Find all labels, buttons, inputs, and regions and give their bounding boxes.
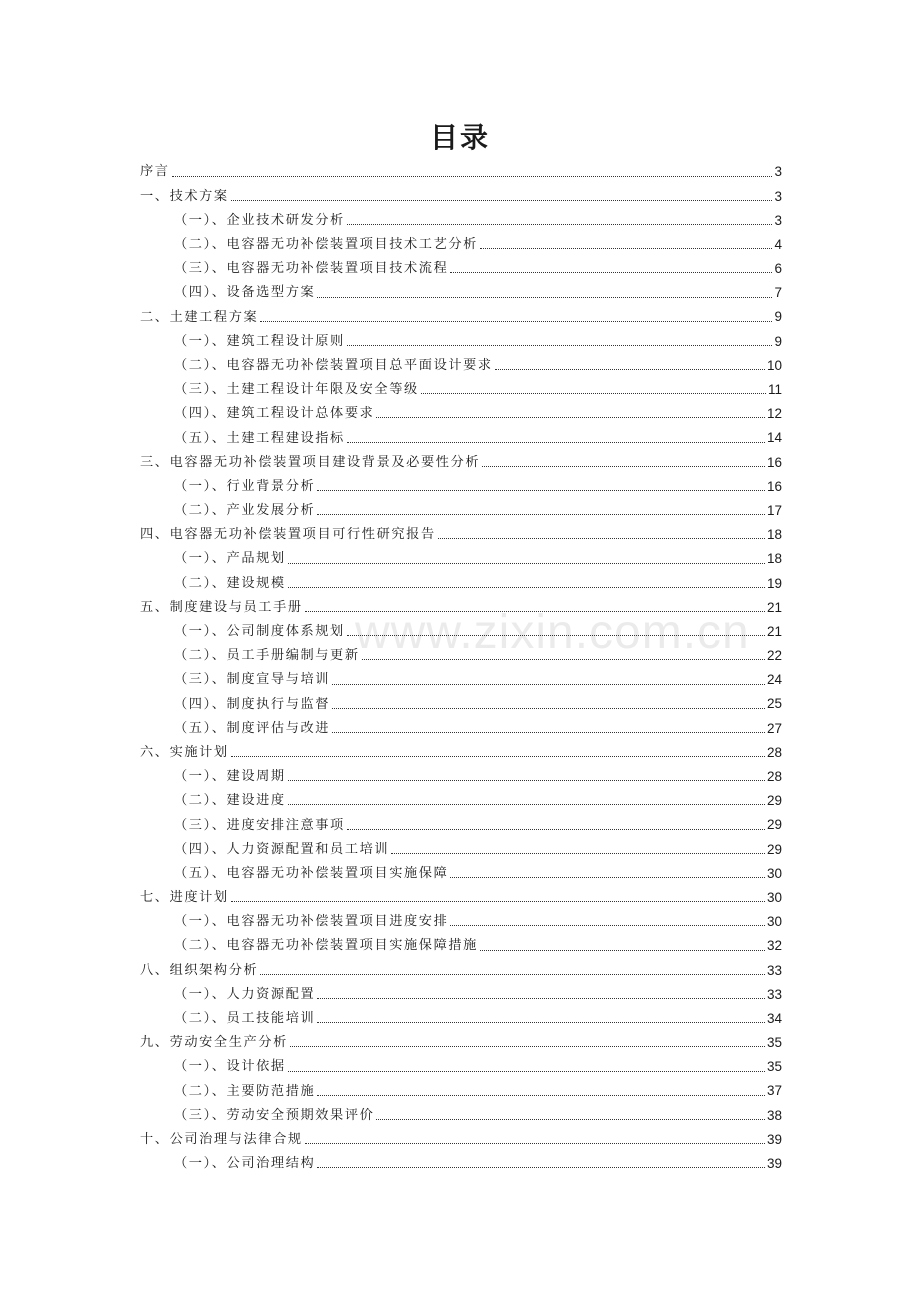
dot-leader bbox=[450, 877, 765, 878]
toc-subentry[interactable] bbox=[140, 1055, 782, 1079]
toc-entry-title: （一）、产品规划 bbox=[174, 551, 286, 567]
toc-entry-title: （二）、电容器无功补偿装置项目技术工艺分析 bbox=[174, 237, 478, 253]
toc-page-number: 3 bbox=[774, 164, 782, 180]
toc-entry-title: 序言 bbox=[140, 164, 170, 180]
toc-page-number: 6 bbox=[774, 261, 782, 277]
toc-subentry[interactable] bbox=[140, 571, 782, 595]
toc-subentry[interactable] bbox=[140, 1152, 782, 1176]
toc-entry-title: 六、实施计划 bbox=[140, 744, 229, 760]
toc-subentry[interactable] bbox=[140, 644, 782, 668]
toc-page-number: 29 bbox=[766, 817, 782, 833]
dot-leader bbox=[305, 611, 765, 612]
dot-leader bbox=[317, 297, 772, 298]
toc-subentry[interactable] bbox=[140, 208, 782, 232]
toc-page-number: 18 bbox=[766, 527, 782, 543]
toc-subentry[interactable] bbox=[140, 547, 782, 571]
toc-subentry[interactable] bbox=[140, 765, 782, 789]
dot-leader bbox=[317, 998, 765, 999]
toc-page-number: 27 bbox=[766, 720, 782, 736]
toc-entry-title: （五）、土建工程建设指标 bbox=[174, 430, 345, 446]
toc-entry-title: （一）、电容器无功补偿装置项目进度安排 bbox=[174, 914, 449, 930]
toc-entry-title: 四、电容器无功补偿装置项目可行性研究报告 bbox=[140, 527, 436, 543]
toc-subentry[interactable] bbox=[140, 426, 782, 450]
toc-page-number: 12 bbox=[766, 406, 782, 422]
toc-entry[interactable] bbox=[140, 1128, 782, 1152]
toc-page-number: 17 bbox=[766, 502, 782, 518]
toc-entry[interactable] bbox=[140, 450, 782, 474]
toc-subentry[interactable] bbox=[140, 378, 782, 402]
toc-page-number: 28 bbox=[766, 769, 782, 785]
dot-leader bbox=[288, 1071, 765, 1072]
toc-entry-title: 三、电容器无功补偿装置项目建设背景及必要性分析 bbox=[140, 454, 481, 470]
toc-subentry[interactable] bbox=[140, 813, 782, 837]
toc-entry-title: （二）、建设规模 bbox=[174, 575, 286, 591]
toc-entry-title: 二、土建工程方案 bbox=[140, 309, 259, 325]
toc-entry-title: （四）、人力资源配置和员工培训 bbox=[174, 841, 390, 857]
toc-page-number: 22 bbox=[766, 648, 782, 664]
toc-subentry[interactable] bbox=[140, 837, 782, 861]
toc-subentry[interactable] bbox=[140, 716, 782, 740]
toc-page-number: 35 bbox=[766, 1035, 782, 1051]
dot-leader bbox=[347, 345, 773, 346]
toc-entry-title: （二）、电容器无功补偿装置项目实施保障措施 bbox=[174, 938, 478, 954]
toc-entry-title: （三）、制度宣导与培训 bbox=[174, 672, 331, 688]
toc-entry-title: （一）、设计依据 bbox=[174, 1059, 286, 1075]
toc-entry-title: （二）、员工技能培训 bbox=[174, 1011, 316, 1027]
dot-leader bbox=[376, 1119, 765, 1120]
toc-entry-title: （一）、行业背景分析 bbox=[174, 478, 316, 494]
toc-entry-title: （二）、建设进度 bbox=[174, 793, 286, 809]
toc-entry[interactable] bbox=[140, 184, 782, 208]
dot-leader bbox=[362, 659, 765, 660]
toc-page-number: 7 bbox=[774, 285, 782, 301]
toc-subentry[interactable] bbox=[140, 861, 782, 885]
toc-entry[interactable] bbox=[140, 741, 782, 765]
dot-leader bbox=[231, 200, 773, 201]
toc-entry-title: （一）、建设周期 bbox=[174, 769, 286, 785]
toc-page-number: 38 bbox=[766, 1107, 782, 1123]
toc-entry-title: （五）、电容器无功补偿装置项目实施保障 bbox=[174, 865, 449, 881]
dot-leader bbox=[260, 974, 765, 975]
toc-subentry[interactable] bbox=[140, 789, 782, 813]
toc-subentry[interactable] bbox=[140, 233, 782, 257]
dot-leader bbox=[376, 417, 765, 418]
dot-leader bbox=[480, 248, 773, 249]
toc-entry-title: 十、公司治理与法律合规 bbox=[140, 1131, 303, 1147]
dot-leader bbox=[305, 1143, 765, 1144]
toc-entry-title: （三）、进度安排注意事项 bbox=[174, 817, 345, 833]
toc-entry-title: （四）、设备选型方案 bbox=[174, 285, 316, 301]
watermark: www.zixin.com.cn bbox=[355, 606, 750, 659]
toc-entry-title: 七、进度计划 bbox=[140, 890, 229, 906]
dot-leader bbox=[288, 780, 765, 781]
toc-page-number: 30 bbox=[766, 865, 782, 881]
toc-entry-title: （一）、建筑工程设计原则 bbox=[174, 333, 345, 349]
toc-page-number: 9 bbox=[774, 333, 782, 349]
toc-entry-title: （一）、公司治理结构 bbox=[174, 1156, 316, 1172]
toc-page-number: 39 bbox=[766, 1156, 782, 1172]
toc-page-number: 4 bbox=[774, 236, 782, 252]
toc-subentry[interactable] bbox=[140, 257, 782, 281]
toc-page-number: 30 bbox=[766, 889, 782, 905]
toc-subentry[interactable] bbox=[140, 692, 782, 716]
toc-entry[interactable] bbox=[140, 305, 782, 329]
page-title: 目录 bbox=[429, 121, 490, 154]
toc-entry-title: （三）、劳动安全预期效果评价 bbox=[174, 1107, 375, 1123]
toc-entry-title: （二）、主要防范措施 bbox=[174, 1083, 316, 1099]
dot-leader bbox=[438, 538, 765, 539]
dot-leader bbox=[495, 369, 765, 370]
toc-page-number: 21 bbox=[766, 623, 782, 639]
toc-page-number: 16 bbox=[766, 454, 782, 470]
toc-entry-title: （一）、人力资源配置 bbox=[174, 986, 316, 1002]
toc-entry-title: （一）、公司制度体系规划 bbox=[174, 624, 345, 640]
dot-leader bbox=[231, 756, 765, 757]
toc-subentry[interactable] bbox=[140, 1103, 782, 1127]
toc-subentry[interactable] bbox=[140, 910, 782, 934]
toc-entry-title: （四）、建筑工程设计总体要求 bbox=[174, 406, 375, 422]
toc-page-number: 35 bbox=[766, 1059, 782, 1075]
toc-entry-title: （二）、电容器无功补偿装置项目总平面设计要求 bbox=[174, 357, 493, 373]
dot-leader bbox=[288, 587, 765, 588]
dot-leader bbox=[172, 176, 773, 177]
toc-entry-title: 八、组织架构分析 bbox=[140, 962, 259, 978]
dot-leader bbox=[317, 1167, 765, 1168]
toc-page-number: 32 bbox=[766, 938, 782, 954]
toc-subentry[interactable] bbox=[140, 329, 782, 353]
dot-leader bbox=[332, 684, 765, 685]
toc-entry-title: 一、技术方案 bbox=[140, 188, 229, 204]
toc-page-number: 21 bbox=[766, 599, 782, 615]
toc-page-number: 25 bbox=[766, 696, 782, 712]
toc-page-number: 11 bbox=[767, 382, 782, 398]
toc-entry-title: （一）、企业技术研发分析 bbox=[174, 212, 345, 228]
toc-page-number: 18 bbox=[766, 551, 782, 567]
dot-leader bbox=[347, 635, 765, 636]
dot-leader bbox=[317, 1022, 765, 1023]
dot-leader bbox=[317, 1095, 765, 1096]
toc-subentry[interactable] bbox=[140, 668, 782, 692]
toc-subentry[interactable] bbox=[140, 402, 782, 426]
dot-leader bbox=[347, 442, 765, 443]
dot-leader bbox=[317, 514, 765, 515]
toc-entry[interactable] bbox=[140, 958, 782, 982]
toc-page-number: 14 bbox=[766, 430, 782, 446]
toc-page-number: 29 bbox=[766, 841, 782, 857]
dot-leader bbox=[482, 466, 765, 467]
dot-leader bbox=[391, 853, 765, 854]
dot-leader bbox=[347, 829, 765, 830]
toc-page-number: 37 bbox=[766, 1083, 782, 1099]
toc-entry-title: （三）、电容器无功补偿装置项目技术流程 bbox=[174, 261, 449, 277]
toc-page-number: 30 bbox=[766, 914, 782, 930]
toc-page-number: 3 bbox=[774, 212, 782, 228]
toc-page-number: 39 bbox=[766, 1131, 782, 1147]
toc-subentry[interactable] bbox=[140, 281, 782, 305]
toc-page-number: 29 bbox=[766, 793, 782, 809]
toc-subentry[interactable] bbox=[140, 982, 782, 1006]
toc-page-number: 16 bbox=[766, 478, 782, 494]
dot-leader bbox=[421, 393, 766, 394]
dot-leader bbox=[450, 925, 765, 926]
dot-leader bbox=[480, 950, 765, 951]
dot-leader bbox=[332, 732, 765, 733]
toc-page-number: 33 bbox=[766, 986, 782, 1002]
toc-entry[interactable] bbox=[140, 160, 782, 184]
toc-entry-title: （二）、产业发展分析 bbox=[174, 503, 316, 519]
toc-entry-title: （二）、员工手册编制与更新 bbox=[174, 648, 360, 664]
toc-entry[interactable] bbox=[140, 595, 782, 619]
dot-leader bbox=[450, 272, 772, 273]
toc-subentry[interactable] bbox=[140, 1079, 782, 1103]
dot-leader bbox=[317, 490, 765, 491]
table-of-contents bbox=[140, 160, 782, 1176]
toc-subentry[interactable] bbox=[140, 474, 782, 498]
dot-leader bbox=[290, 1046, 765, 1047]
toc-entry-title: 九、劳动安全生产分析 bbox=[140, 1035, 288, 1051]
toc-subentry[interactable] bbox=[140, 354, 782, 378]
toc-subentry[interactable] bbox=[140, 499, 782, 523]
toc-entry-title: 五、制度建设与员工手册 bbox=[140, 599, 303, 615]
dot-leader bbox=[260, 321, 772, 322]
toc-page-number: 34 bbox=[766, 1010, 782, 1026]
toc-entry[interactable] bbox=[140, 1031, 782, 1055]
toc-subentry[interactable] bbox=[140, 1007, 782, 1031]
toc-page-number: 9 bbox=[774, 309, 782, 325]
toc-page-number: 3 bbox=[774, 188, 782, 204]
toc-page-number: 24 bbox=[766, 672, 782, 688]
toc-entry[interactable] bbox=[140, 886, 782, 910]
toc-page-number: 33 bbox=[766, 962, 782, 978]
dot-leader bbox=[347, 224, 773, 225]
dot-leader bbox=[231, 901, 765, 902]
toc-subentry[interactable] bbox=[140, 934, 782, 958]
toc-subentry[interactable] bbox=[140, 620, 782, 644]
toc-page-number: 10 bbox=[766, 357, 782, 373]
toc-entry-title: （四）、制度执行与监督 bbox=[174, 696, 331, 712]
toc-page-number: 28 bbox=[766, 744, 782, 760]
toc-entry-title: （三）、土建工程设计年限及安全等级 bbox=[174, 382, 419, 398]
dot-leader bbox=[332, 708, 765, 709]
dot-leader bbox=[288, 563, 765, 564]
toc-entry-title: （五）、制度评估与改进 bbox=[174, 720, 331, 736]
toc-entry[interactable] bbox=[140, 523, 782, 547]
dot-leader bbox=[288, 804, 765, 805]
toc-page-number: 19 bbox=[766, 575, 782, 591]
